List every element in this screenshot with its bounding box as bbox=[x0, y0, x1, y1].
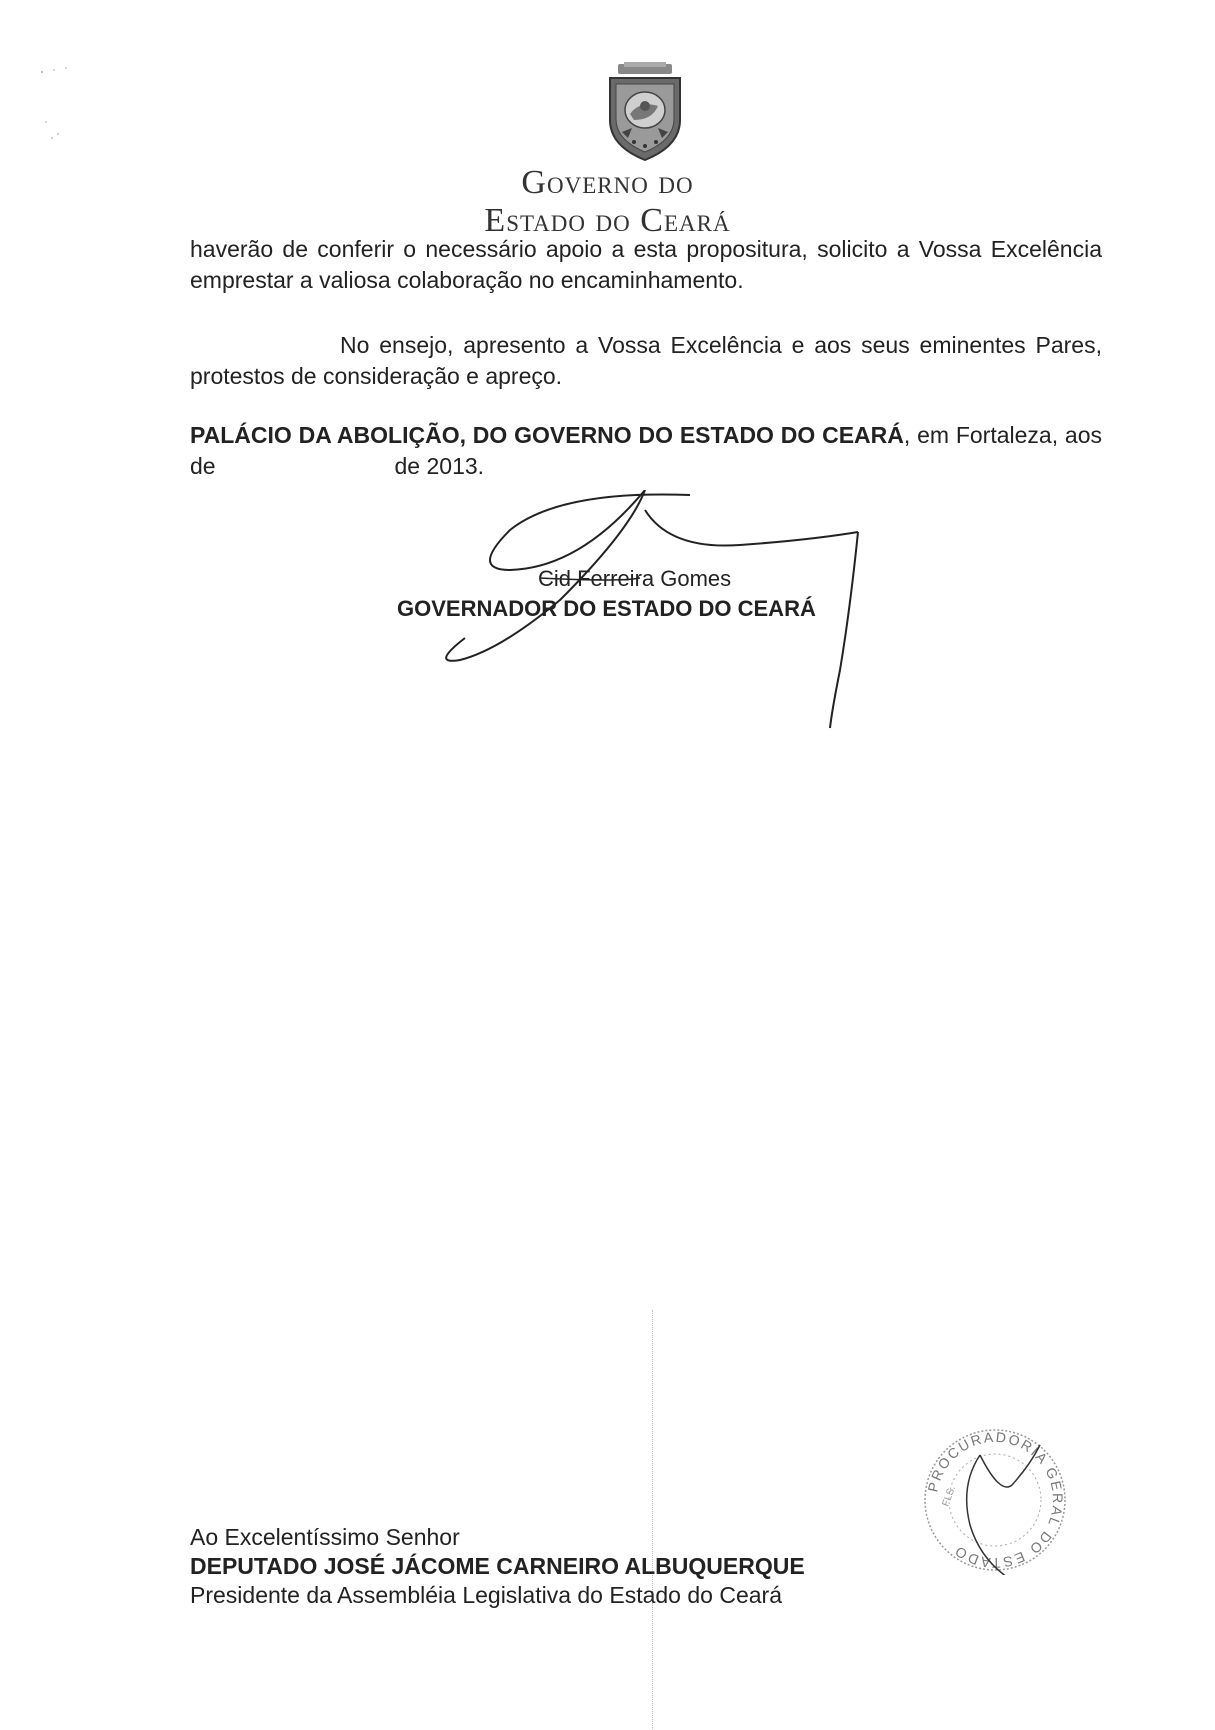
ceara-coat-of-arms-icon bbox=[604, 62, 686, 162]
letterhead-smallcaps: STADO bbox=[506, 211, 587, 236]
recipient-name: DEPUTADO JOSÉ JÁCOME CARNEIRO ALBUQUERQUE bbox=[190, 1553, 805, 1579]
body-paragraph-2 bbox=[190, 330, 1102, 392]
scan-fold-line bbox=[652, 1310, 653, 1730]
body-paragraph-1: haverão de conferir o necessário apoio a esta propositura, solicito a Vossa Excelência emprestar a valiosa colaboração no encaminhamento. bbox=[190, 236, 1102, 293]
letterhead-do: DO bbox=[658, 173, 694, 198]
letterhead-line-1 bbox=[0, 164, 1215, 202]
letterhead-do: DO bbox=[595, 211, 631, 236]
letterhead-cap: E bbox=[484, 202, 507, 239]
letterhead-smallcaps: OVERNO bbox=[546, 173, 649, 198]
recipient-role: Presidente da Assembléia Legislativa do Estado do Ceará bbox=[190, 1582, 782, 1608]
body-paragraph-2-text: No ensejo, apresento a Vossa Excelência e aos seus eminentes Pares, protestos de consideração e apreço. bbox=[190, 332, 1102, 389]
recipient-salutation: Ao Excelentíssimo Senhor bbox=[190, 1524, 460, 1550]
handwritten-signature bbox=[440, 490, 880, 730]
letterhead-smallcaps: EARÁ bbox=[663, 211, 731, 236]
stamp-fls-label: FLS. bbox=[940, 1484, 959, 1509]
procuradoria-stamp bbox=[920, 1425, 1070, 1575]
signatory-name: Cid Ferreira Gomes bbox=[538, 566, 732, 591]
letterhead-cap: G bbox=[521, 164, 547, 201]
palace-heading: PALÁCIO DA ABOLIÇÃO, DO GOVERNO DO ESTADO DO CEARÁ bbox=[190, 422, 904, 448]
signatory-title: GOVERNADOR DO ESTADO DO CEARÁ bbox=[397, 596, 816, 621]
place-date-text: , em Fortaleza, aos de de 2013. bbox=[190, 422, 1154, 479]
stamp-text: PROCURADORIA GERAL DO ESTADO bbox=[924, 1428, 1067, 1572]
scan-specks bbox=[30, 60, 80, 150]
body-paragraph-3 bbox=[190, 420, 1154, 482]
letterhead-cap: C bbox=[640, 202, 664, 239]
